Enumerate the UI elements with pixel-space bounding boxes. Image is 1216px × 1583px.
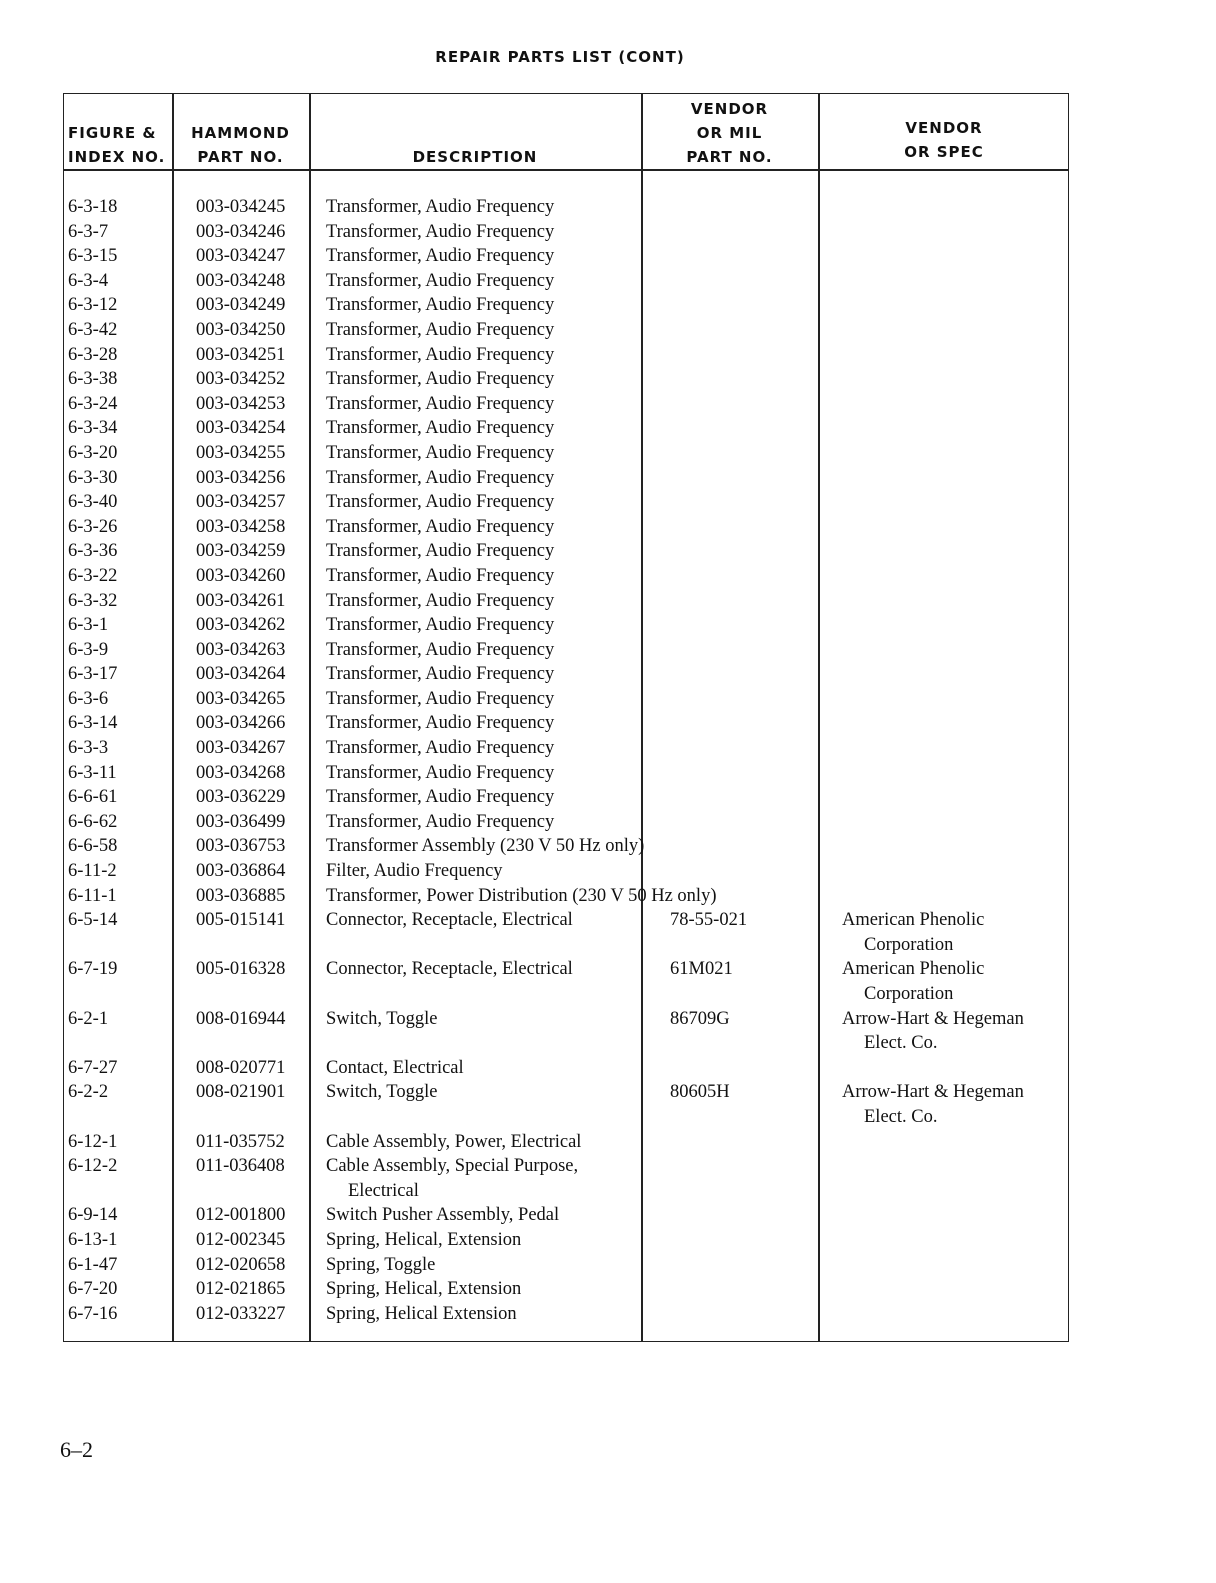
description: Transformer, Audio Frequency: [326, 295, 555, 316]
hammond-part-no: 003-034267: [196, 738, 286, 759]
hammond-part-no: 003-034250: [196, 319, 286, 340]
hammond-part-no: 003-034264: [196, 664, 286, 685]
hammond-part-no: 008-020771: [196, 1057, 286, 1078]
table-row: [64, 736, 1068, 761]
description: Transformer, Audio Frequency: [326, 270, 555, 291]
table-row: [64, 1080, 1068, 1129]
table-row: [64, 613, 1068, 638]
header-line: VENDOR: [905, 119, 983, 137]
figure-index: 6-6-62: [68, 811, 118, 832]
figure-index: 6-3-7: [68, 221, 109, 242]
figure-index: 6-3-12: [68, 295, 118, 316]
hammond-part-no: 003-034247: [196, 246, 286, 267]
figure-index: 6-7-16: [68, 1303, 118, 1324]
hammond-part-no: 003-036753: [196, 836, 286, 857]
table-row: [64, 269, 1068, 294]
figure-index: 6-3-9: [68, 639, 109, 660]
description: Transformer, Audio Frequency: [326, 762, 555, 783]
figure-index: 6-6-61: [68, 787, 118, 808]
hammond-part-no: 008-021901: [196, 1082, 286, 1103]
description: Switch, Toggle: [326, 1082, 438, 1103]
figure-index: 6-11-2: [68, 861, 117, 882]
figure-index: 6-6-58: [68, 836, 118, 857]
figure-index: 6-3-15: [68, 246, 118, 267]
hammond-part-no: 003-034257: [196, 492, 286, 513]
vendor-spec: Arrow-Hart & Hegeman: [842, 1082, 1024, 1103]
hammond-part-no: 003-036864: [196, 861, 286, 882]
table-row: [64, 859, 1068, 884]
hammond-part-no: 003-034265: [196, 688, 286, 709]
hammond-part-no: 003-034245: [196, 197, 286, 217]
table-row: [64, 466, 1068, 491]
table-body: [64, 195, 1068, 1326]
hammond-part-no: 003-034253: [196, 393, 286, 414]
description: Spring, Toggle: [326, 1254, 436, 1275]
figure-index: 6-3-22: [68, 565, 118, 586]
description: Spring, Helical Extension: [326, 1303, 517, 1324]
header-line: DESCRIPTION: [412, 148, 538, 166]
table-row: [64, 490, 1068, 515]
description: Transformer, Audio Frequency: [326, 713, 555, 734]
figure-index: 6-3-18: [68, 197, 118, 217]
description: Transformer, Audio Frequency: [326, 516, 555, 537]
description: Transformer, Audio Frequency: [326, 615, 555, 636]
hammond-part-no: 005-015141: [196, 910, 286, 931]
hammond-part-no: 003-034248: [196, 270, 286, 291]
table-row: [64, 638, 1068, 663]
table-row: [64, 343, 1068, 368]
hammond-part-no: 011-036408: [196, 1156, 285, 1177]
description: Transformer, Audio Frequency: [326, 639, 555, 660]
description: Electrical: [348, 1180, 419, 1201]
description: Transformer, Audio Frequency: [326, 442, 555, 463]
description: Switch Pusher Assembly, Pedal: [326, 1205, 560, 1226]
hammond-part-no: 008-016944: [196, 1008, 286, 1029]
description: Transformer, Audio Frequency: [326, 221, 555, 242]
table-row: [64, 1154, 1068, 1203]
table-row: [64, 761, 1068, 786]
description: Transformer, Audio Frequency: [326, 492, 555, 513]
table-row: [64, 1056, 1068, 1081]
figure-index: 6-3-38: [68, 369, 118, 390]
figure-index: 6-3-4: [68, 270, 109, 291]
description: Switch, Toggle: [326, 1008, 438, 1029]
table-row: [64, 687, 1068, 712]
figure-index: 6-7-27: [68, 1057, 118, 1078]
hammond-part-no: 003-034258: [196, 516, 286, 537]
figure-index: 6-9-14: [68, 1205, 118, 1226]
table-row: [64, 1203, 1068, 1228]
table-row: [64, 515, 1068, 540]
repair-parts-table: [63, 93, 1069, 1342]
table-row: [64, 810, 1068, 835]
table-row: [64, 884, 1068, 909]
figure-index: 6-3-14: [68, 713, 118, 734]
hammond-part-no: 003-034256: [196, 467, 286, 488]
header-line: PART NO.: [197, 148, 284, 166]
table-row: [64, 244, 1068, 269]
description: Transformer, Audio Frequency: [326, 688, 555, 709]
figure-index: 6-3-34: [68, 418, 118, 439]
description: Transformer, Audio Frequency: [326, 738, 555, 759]
description: Transformer, Audio Frequency: [326, 319, 555, 340]
header-vendor-spec: [818, 94, 1070, 164]
table-row: [64, 957, 1068, 1006]
figure-index: 6-5-14: [68, 910, 118, 931]
hammond-part-no: 003-034263: [196, 639, 286, 660]
header-line: INDEX NO.: [68, 148, 166, 166]
description: Transformer, Audio Frequency: [326, 344, 555, 365]
description: Transformer, Audio Frequency: [326, 541, 555, 562]
header-vendor-part: [641, 94, 818, 169]
table-row: [64, 220, 1068, 245]
table-row: [64, 785, 1068, 810]
hammond-part-no: 003-034259: [196, 541, 286, 562]
hammond-part-no: 011-035752: [196, 1131, 285, 1152]
table-row: [64, 367, 1068, 392]
vendor-spec: American Phenolic: [842, 910, 985, 931]
hammond-part-no: 003-034252: [196, 369, 286, 390]
figure-index: 6-3-36: [68, 541, 118, 562]
description: Filter, Audio Frequency: [326, 861, 503, 882]
description: Transformer, Audio Frequency: [326, 565, 555, 586]
header-figure-index: [68, 94, 168, 169]
figure-index: 6-3-42: [68, 319, 118, 340]
description: Transformer, Audio Frequency: [326, 246, 555, 267]
figure-index: 6-7-20: [68, 1279, 118, 1300]
hammond-part-no: 003-034260: [196, 565, 286, 586]
figure-index: 6-12-1: [68, 1131, 118, 1152]
hammond-part-no: 003-036885: [196, 885, 286, 906]
header-line: OR SPEC: [904, 143, 984, 161]
table-row: [64, 1302, 1068, 1327]
figure-index: 6-3-32: [68, 590, 118, 611]
table-row: [64, 293, 1068, 318]
figure-index: 6-3-28: [68, 344, 118, 365]
table-row: [64, 662, 1068, 687]
figure-index: 6-2-2: [68, 1082, 109, 1103]
table-row: [64, 834, 1068, 859]
table-row: [64, 1253, 1068, 1278]
table-row: [64, 564, 1068, 589]
description: Transformer, Audio Frequency: [326, 369, 555, 390]
description: Transformer, Audio Frequency: [326, 811, 555, 832]
table-row: [64, 1007, 1068, 1056]
description: Transformer, Audio Frequency: [326, 418, 555, 439]
table-row: [64, 441, 1068, 466]
page-number: 6–2: [60, 1437, 93, 1462]
figure-index: 6-3-11: [68, 762, 117, 783]
description: Transformer, Audio Frequency: [326, 197, 555, 217]
vendor-spec: Elect. Co.: [864, 1033, 938, 1054]
vendor-spec: Corporation: [864, 984, 954, 1004]
header-line: PART NO.: [686, 148, 773, 166]
page-title: REPAIR PARTS LIST (CONT): [435, 48, 685, 66]
vendor-spec: American Phenolic: [842, 959, 985, 980]
hammond-part-no: 003-034251: [196, 344, 286, 365]
figure-index: 6-3-1: [68, 615, 109, 636]
figure-index: 6-3-30: [68, 467, 118, 488]
hammond-part-no: 012-021865: [196, 1279, 286, 1300]
hammond-part-no: 003-034249: [196, 295, 286, 316]
description: Transformer, Audio Frequency: [326, 664, 555, 685]
figure-index: 6-3-24: [68, 393, 118, 414]
description: Connector, Receptacle, Electrical: [326, 959, 573, 980]
vendor-spec: Arrow-Hart & Hegeman: [842, 1008, 1024, 1029]
figure-index: 6-3-26: [68, 516, 118, 537]
hammond-part-no: 003-034246: [196, 221, 286, 242]
table-row: [64, 589, 1068, 614]
vendor-spec: Corporation: [864, 934, 954, 955]
header-line: VENDOR: [690, 100, 769, 118]
description: Transformer, Audio Frequency: [326, 590, 555, 611]
table-row: [64, 1130, 1068, 1155]
hammond-part-no: 003-034261: [196, 590, 286, 611]
header-divider: [64, 169, 1068, 171]
figure-index: 6-3-40: [68, 492, 118, 513]
hammond-part-no: 012-020658: [196, 1254, 286, 1275]
figure-index: 6-3-6: [68, 688, 109, 709]
description: Transformer, Power Distribution (230 V 50 Hz only): [326, 885, 717, 906]
figure-index: 6-2-1: [68, 1008, 109, 1029]
hammond-part-no: 003-034268: [196, 762, 286, 783]
table-row: [64, 539, 1068, 564]
header-description: [309, 94, 641, 169]
description: Spring, Helical, Extension: [326, 1229, 522, 1250]
vendor-part-no: 61M021: [670, 959, 733, 980]
hammond-part-no: 003-034254: [196, 418, 286, 439]
table-row: [64, 711, 1068, 736]
header-line: FIGURE &: [68, 124, 157, 142]
hammond-part-no: 012-033227: [196, 1303, 286, 1324]
hammond-part-no: 005-016328: [196, 959, 286, 980]
hammond-part-no: 003-036499: [196, 811, 286, 832]
figure-index: 6-1-47: [68, 1254, 118, 1275]
header-line: OR MIL: [696, 124, 763, 142]
figure-index: 6-3-3: [68, 738, 109, 759]
table-row: [64, 1228, 1068, 1253]
vendor-part-no: 86709G: [670, 1008, 730, 1029]
description: Transformer, Audio Frequency: [326, 393, 555, 414]
hammond-part-no: 012-001800: [196, 1205, 286, 1226]
description: Cable Assembly, Power, Electrical: [326, 1131, 582, 1152]
vendor-part-no: 78-55-021: [670, 910, 748, 931]
figure-index: 6-11-1: [68, 885, 117, 906]
table-row: [64, 318, 1068, 343]
table-row: [64, 195, 1068, 220]
description: Connector, Receptacle, Electrical: [326, 910, 573, 931]
table-row: [64, 1277, 1068, 1302]
hammond-part-no: 003-034262: [196, 615, 286, 636]
description: Cable Assembly, Special Purpose,: [326, 1156, 579, 1177]
header-hammond-part: [172, 94, 309, 169]
hammond-part-no: 003-034266: [196, 713, 286, 734]
description: Spring, Helical, Extension: [326, 1279, 522, 1300]
description: Transformer, Audio Frequency: [326, 467, 555, 488]
description: Contact, Electrical: [326, 1057, 464, 1078]
description: Transformer Assembly (230 V 50 Hz only): [326, 836, 645, 857]
hammond-part-no: 003-036229: [196, 787, 286, 808]
table-row: [64, 908, 1068, 957]
figure-index: 6-3-17: [68, 664, 118, 685]
header-line: HAMMOND: [191, 124, 290, 142]
figure-index: 6-7-19: [68, 959, 118, 980]
vendor-spec: Elect. Co.: [864, 1106, 938, 1127]
figure-index: 6-3-20: [68, 442, 118, 463]
table-row: [64, 392, 1068, 417]
vendor-part-no: 80605H: [670, 1082, 730, 1103]
figure-index: 6-12-2: [68, 1156, 118, 1177]
hammond-part-no: 012-002345: [196, 1229, 286, 1250]
hammond-part-no: 003-034255: [196, 442, 286, 463]
description: Transformer, Audio Frequency: [326, 787, 555, 808]
figure-index: 6-13-1: [68, 1229, 118, 1250]
table-row: [64, 416, 1068, 441]
